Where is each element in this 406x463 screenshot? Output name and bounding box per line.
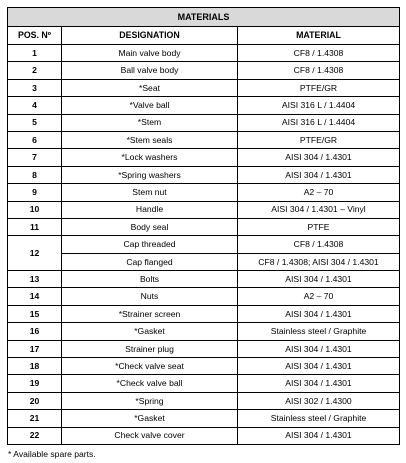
designation-cell: *Spring	[62, 392, 238, 409]
material-cell: AISI 304 / 1.4301	[238, 375, 400, 392]
table-body	[8, 45, 400, 445]
material-cell: AISI 304 / 1.4301	[238, 305, 400, 322]
table-row	[8, 45, 400, 62]
designation-cell: Ball valve body	[62, 62, 238, 79]
pos-cell: 5	[8, 114, 62, 131]
designation-cell: Main valve body	[62, 45, 238, 62]
designation-cell: *Lock washers	[62, 149, 238, 166]
table-row	[8, 271, 400, 288]
pos-cell: 7	[8, 149, 62, 166]
pos-cell: 4	[8, 97, 62, 114]
designation-cell: Cap flanged	[62, 253, 238, 270]
material-cell: AISI 304 / 1.4301	[238, 340, 400, 357]
designation-cell: *Seat	[62, 79, 238, 96]
material-cell: A2 – 70	[238, 184, 400, 201]
materials-table	[7, 7, 400, 445]
material-cell: AISI 304 / 1.4301 – Vinyl	[238, 201, 400, 218]
table-row	[8, 358, 400, 375]
material-cell: PTFE	[238, 218, 400, 235]
designation-cell: *Stem seals	[62, 131, 238, 148]
table-row	[8, 236, 400, 253]
pos-cell: 17	[8, 340, 62, 357]
table-header-row	[8, 27, 400, 45]
pos-cell: 21	[8, 410, 62, 427]
material-cell: Stainless steel / Graphite	[238, 323, 400, 340]
material-cell: PTFE/GR	[238, 131, 400, 148]
table-row	[8, 114, 400, 131]
table-row	[8, 340, 400, 357]
table-row	[8, 131, 400, 148]
pos-cell: 6	[8, 131, 62, 148]
designation-cell: Handle	[62, 201, 238, 218]
table-title: MATERIALS	[8, 8, 400, 27]
table-row	[8, 288, 400, 305]
designation-cell: Stem nut	[62, 184, 238, 201]
pos-cell: 13	[8, 271, 62, 288]
table-row	[8, 392, 400, 409]
designation-cell: *Gasket	[62, 410, 238, 427]
designation-cell: Strainer plug	[62, 340, 238, 357]
column-header-pos: POS. Nº	[8, 27, 62, 45]
material-cell: CF8 / 1.4308	[238, 236, 400, 253]
material-cell: AISI 304 / 1.4301	[238, 149, 400, 166]
designation-cell: *Gasket	[62, 323, 238, 340]
pos-cell: 9	[8, 184, 62, 201]
pos-cell: 15	[8, 305, 62, 322]
designation-cell: *Stem	[62, 114, 238, 131]
table-row	[8, 166, 400, 183]
table-title-row	[8, 8, 400, 27]
designation-cell: Cap threaded	[62, 236, 238, 253]
table-row	[8, 253, 400, 270]
designation-cell: *Check valve seat	[62, 358, 238, 375]
material-cell: A2 – 70	[238, 288, 400, 305]
table-row	[8, 62, 400, 79]
pos-cell: 3	[8, 79, 62, 96]
designation-cell: *Check valve ball	[62, 375, 238, 392]
pos-cell: 2	[8, 62, 62, 79]
designation-cell: Bolts	[62, 271, 238, 288]
table-row	[8, 97, 400, 114]
pos-cell: 14	[8, 288, 62, 305]
material-cell: AISI 304 / 1.4301	[238, 358, 400, 375]
material-cell: AISI 316 L / 1.4404	[238, 97, 400, 114]
pos-cell: 22	[8, 427, 62, 444]
material-cell: PTFE/GR	[238, 79, 400, 96]
designation-cell: *Strainer screen	[62, 305, 238, 322]
material-cell: AISI 302 / 1.4300	[238, 392, 400, 409]
material-cell: AISI 304 / 1.4301	[238, 427, 400, 444]
table-row	[8, 218, 400, 235]
designation-cell: Nuts	[62, 288, 238, 305]
designation-cell: Check valve cover	[62, 427, 238, 444]
pos-cell: 1	[8, 45, 62, 62]
table-row	[8, 201, 400, 218]
pos-cell: 16	[8, 323, 62, 340]
pos-cell: 19	[8, 375, 62, 392]
pos-cell: 8	[8, 166, 62, 183]
designation-cell: *Valve ball	[62, 97, 238, 114]
material-cell: AISI 316 L / 1.4404	[238, 114, 400, 131]
material-cell: CF8 / 1.4308	[238, 62, 400, 79]
pos-cell: 18	[8, 358, 62, 375]
footnote: * Available spare parts.	[8, 449, 96, 459]
table-row	[8, 184, 400, 201]
material-cell: CF8 / 1.4308	[238, 45, 400, 62]
material-cell: AISI 304 / 1.4301	[238, 271, 400, 288]
table-row	[8, 427, 400, 444]
table-row	[8, 323, 400, 340]
pos-cell: 12	[8, 236, 62, 271]
table-row	[8, 410, 400, 427]
table-row	[8, 79, 400, 96]
column-header-material: MATERIAL	[238, 27, 400, 45]
designation-cell: *Spring washers	[62, 166, 238, 183]
column-header-designation: DESIGNATION	[62, 27, 238, 45]
table-row	[8, 149, 400, 166]
material-cell: Stainless steel / Graphite	[238, 410, 400, 427]
material-cell: CF8 / 1.4308; AISI 304 / 1.4301	[238, 253, 400, 270]
pos-cell: 11	[8, 218, 62, 235]
table-row	[8, 305, 400, 322]
table-row	[8, 375, 400, 392]
pos-cell: 20	[8, 392, 62, 409]
pos-cell: 10	[8, 201, 62, 218]
material-cell: AISI 304 / 1.4301	[238, 166, 400, 183]
designation-cell: Body seal	[62, 218, 238, 235]
